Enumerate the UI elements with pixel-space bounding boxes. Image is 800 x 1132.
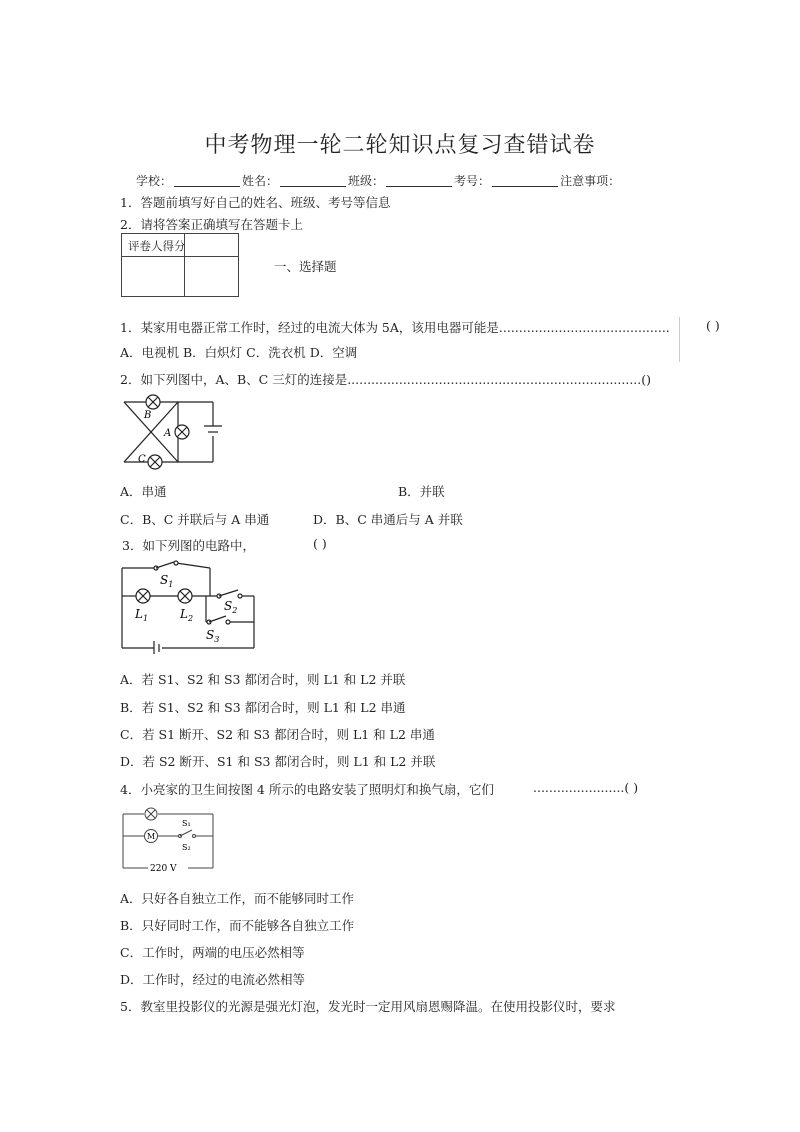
name-blank: [280, 174, 346, 187]
switch-s3-icon: [207, 616, 230, 624]
switch-icon: [179, 830, 196, 838]
q4-option-b: B．只好同时工作，而不能够各自独立工作: [120, 918, 355, 933]
label-b: B: [144, 410, 152, 421]
exam-no-label: 考号：: [454, 174, 491, 188]
score-table-header: 评卷人得分: [128, 239, 186, 253]
q3-option-c: C．若 S1 断开、S2 和 S3 都闭合时，则 L1 和 L2 串通: [120, 727, 435, 742]
q1-answer-paren: ( ): [706, 318, 720, 333]
score-table: [121, 233, 239, 297]
notes-label: 注意事项：: [560, 174, 621, 188]
exam-no-blank: [492, 174, 558, 187]
q3-circuit-diagram: [118, 560, 260, 654]
lamp-c-icon: [148, 455, 162, 469]
instruction-2: 2．请将答案正确填写在答题卡上: [120, 217, 303, 232]
page-title: 中考物理一轮二轮知识点复习查错试卷: [204, 133, 596, 158]
score-table-col-divider: [184, 234, 185, 296]
q4-answer-paren: .......................( ): [533, 780, 639, 795]
q3-option-a: A．若 S1、S2 和 S3 都闭合时，则 L1 和 L2 并联: [120, 672, 406, 687]
q4-option-a: A．只好各自独立工作，而不能够同时工作: [120, 891, 355, 906]
q1-options: A．电视机 B．白炽灯 C．洗衣机 D．空调: [120, 345, 358, 360]
score-table-row-divider: [122, 256, 238, 257]
q5-stem: 5．教室里投影仪的光源是强光灯泡，发光时一定用风扇恩赐降温。在使用投影仪时，要求: [120, 999, 616, 1014]
switch-s2-icon: [217, 590, 242, 598]
student-info-line: [136, 172, 620, 189]
label-s3: $S_3$: [206, 628, 220, 644]
q4-circuit-diagram: [118, 802, 222, 874]
school-blank: [174, 174, 240, 187]
label-s1: $S_1$: [160, 573, 174, 589]
section-title: 一、选择题: [274, 259, 337, 274]
q1-stem: 1．某家用电器正常工作时，经过的电流大体为 5A，该用电器可能是...........................................: [120, 320, 670, 335]
q3-option-d: D．若 S2 断开、S1 和 S3 都闭合时，则 L1 和 L2 并联: [120, 754, 436, 769]
q4-stem: 4．小亮家的卫生间按图 4 所示的电路安装了照明灯和换气扇，它们: [120, 782, 494, 797]
q3-option-b: B．若 S1、S2 和 S3 都闭合时，则 L1 和 L2 串通: [120, 700, 406, 715]
q2-option-b: B．并联: [398, 484, 445, 499]
label-s1: S₁: [182, 819, 191, 828]
instruction-1: 1．答题前填写好自己的姓名、班级、考号等信息: [120, 195, 391, 210]
school-label: 学校：: [136, 174, 173, 188]
label-l2: $L_2$: [180, 607, 194, 623]
class-label: 班级：: [348, 174, 385, 188]
q2-circuit-diagram: [118, 392, 228, 470]
switch-s1-icon: [154, 561, 178, 570]
q2-option-a: A．串通: [120, 484, 167, 499]
lamp-icon: [145, 808, 157, 820]
lamp-b-icon: [146, 395, 160, 409]
label-s2: S₂: [182, 843, 191, 852]
lamp-l1-icon: [136, 589, 150, 603]
label-a: A: [164, 428, 172, 439]
q3-stem: 3．如下列图的电路中，: [122, 538, 255, 553]
label-m: M: [147, 832, 156, 841]
q2-stem: 2．如下列图中，A、B、C 三灯的连接是..........................................................................(): [120, 372, 651, 387]
margin-divider: [679, 317, 680, 362]
lamp-l2-icon: [178, 589, 192, 603]
label-l1: $L_1$: [135, 607, 149, 623]
q4-option-c: C．工作时，两端的电压必然相等: [120, 945, 305, 960]
name-label: 姓名：: [242, 174, 279, 188]
lamp-a-icon: [175, 425, 189, 439]
q4-option-d: D．工作时，经过的电流必然相等: [120, 972, 306, 987]
label-voltage: 220 V: [150, 864, 177, 874]
q2-option-d: D．B、C 串通后与 A 并联: [313, 512, 463, 527]
q2-option-c: C．B、C 并联后与 A 串通: [120, 512, 270, 527]
label-s2: $S_2$: [224, 599, 238, 615]
class-blank: [386, 174, 452, 187]
label-c: C: [138, 454, 146, 465]
q3-answer-paren: ( ): [313, 536, 327, 551]
